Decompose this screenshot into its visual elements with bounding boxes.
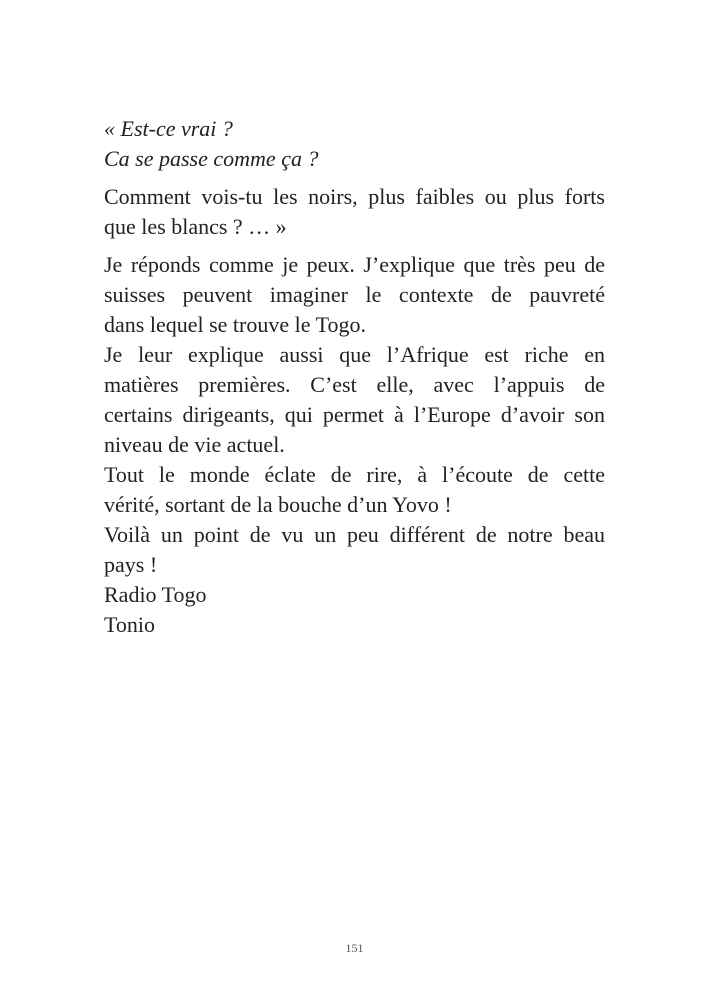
body-line: pays ! [104, 552, 158, 577]
body-line: niveau de vie actuel. [104, 432, 285, 457]
body-line: Voilà un point de vu un peu différent de notre beau [104, 522, 605, 547]
body-line: matières premières. C’est elle, avec l’appuis de [104, 372, 605, 397]
quote-line-2: Ca se passe comme ça ? [104, 146, 319, 171]
signature-author: Tonio [104, 612, 156, 637]
paragraph-gap [104, 242, 605, 250]
body-line: Je leur explique aussi que l’Afrique est riche en [104, 342, 605, 367]
question-line-1: Comment vois-tu les noirs, plus faibles ou plus forts [104, 184, 605, 209]
body-line: Je réponds comme je peux. J’explique que très peu de [104, 252, 605, 277]
quote-line-1: « Est-ce vrai ? [104, 116, 233, 141]
body-line: vérité, sortant de la bouche d’un Yovo ! [104, 492, 452, 517]
body-line: suisses peuvent imaginer le contexte de pauvreté [104, 282, 605, 307]
body-line: certains dirigeants, qui permet à l’Europe d’avoir son [104, 402, 605, 427]
page-content [104, 114, 605, 640]
signature-source: Radio Togo [104, 582, 207, 607]
question-line-2: que les blancs ? … » [104, 214, 287, 239]
body-line: Tout le monde éclate de rire, à l’écoute de cette [104, 462, 605, 487]
page-number: 151 [345, 941, 364, 955]
body-line: dans lequel se trouve le Togo. [104, 312, 366, 337]
paragraph-gap [104, 174, 605, 182]
